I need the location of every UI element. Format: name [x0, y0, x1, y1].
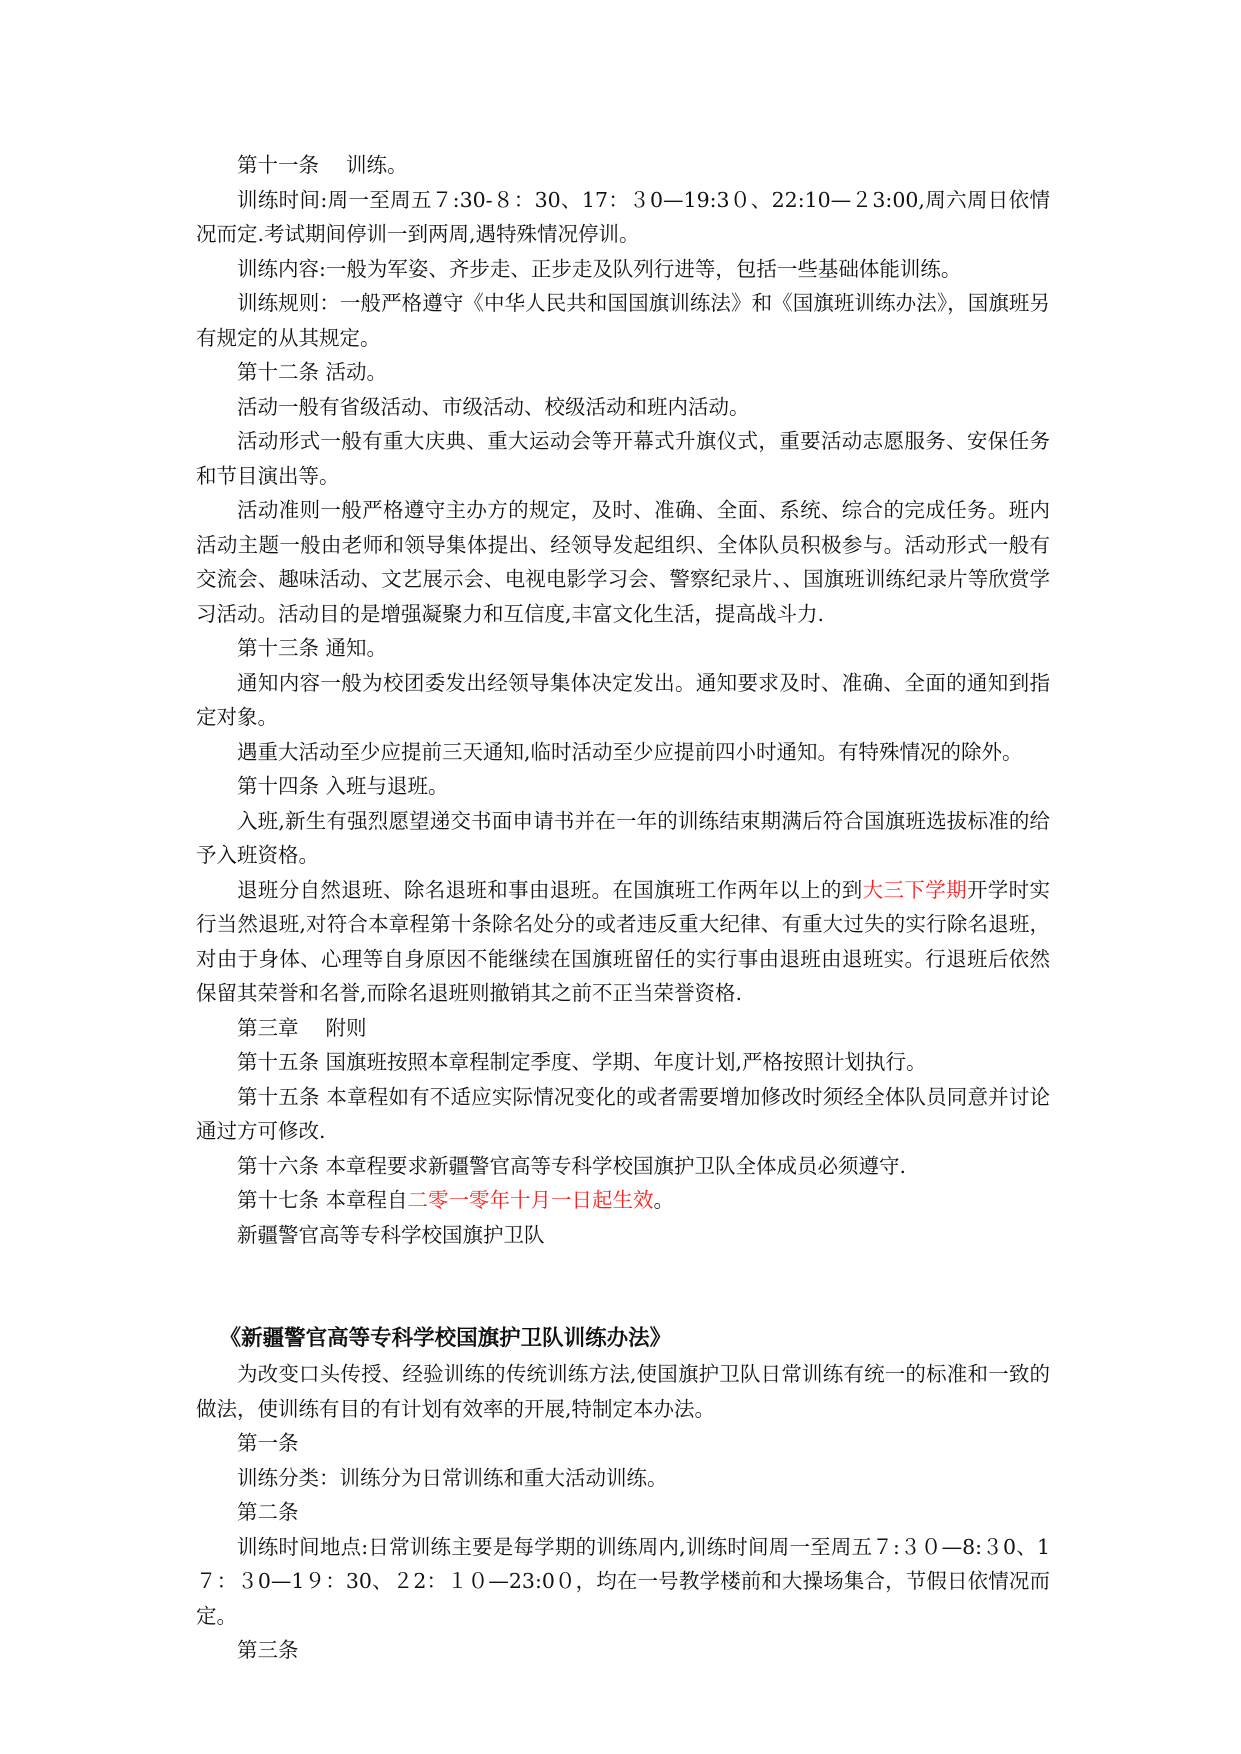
- article-17-end: 。: [653, 1188, 675, 1212]
- article-13-heading: 第十三条 通知。: [237, 636, 388, 660]
- article-2-heading: 第二条: [237, 1500, 299, 1524]
- article-17: [196, 1183, 1050, 1218]
- activity-principles-paragraph: 活动准则一般严格遵守主办方的规定，及时、准确、全面、系统、综合的完成任务。班内活动主题一般由老师和领导集体提出、经领导发起组织、全体队员积极参与。活动形式一般有交流会、趣味活动、文艺展示会、电视电影学习会、警察纪录片、、国旗班训练纪录片等欣赏学习活动。活动目的是增强凝聚力和互信度,丰富文化生活，提高战斗力.: [196, 498, 1050, 626]
- training-time-location-paragraph: 训练时间地点:日常训练主要是每学期的训练周内,训练时间周一至周五７:３０—8:３0、1７：３0—1９：30、２2：１０—23:0０，均在一号教学楼前和大操场集合，节假日依情况而定。: [196, 1534, 1050, 1628]
- highlight-effective-date: 二零一零年十月一日起生效: [407, 1188, 654, 1212]
- training-time-paragraph: 训练时间:周一至周五７:30-８：30、17：３0—19:3０、22:10—２3:00,周六周日依情况而定.考试期间停训一到两周,遇特殊情况停训。: [196, 187, 1050, 246]
- article-12-heading: 第十二条 活动。: [237, 360, 388, 384]
- article-15-amendment: 第十五条 本章程如有不适应实际情况变化的或者需要增加修改时须经全体队员同意并讨论通过方可修改.: [196, 1084, 1050, 1143]
- training-content-paragraph: 训练内容:一般为军姿、齐步走、正步走及队列行进等，包括一些基础体能训练。: [237, 256, 962, 281]
- article-3-heading: 第三条: [237, 1638, 299, 1662]
- article-14-heading: 第十四条 入班与退班。: [237, 774, 449, 798]
- chapter-3-heading: 第三章 附则: [237, 1015, 367, 1040]
- activity-forms-paragraph: 活动形式一般有重大庆典、重大运动会等开幕式升旗仪式，重要活动志愿服务、安保任务和节目演出等。: [196, 429, 1050, 488]
- highlight-semester: 大三下学期: [862, 877, 967, 902]
- signature-org: 新疆警官高等专科学校国旗护卫队: [237, 1222, 545, 1247]
- withdrawal-paragraph: [196, 873, 1050, 1011]
- activity-levels-paragraph: 活动一般有省级活动、市级活动、校级活动和班内活动。: [237, 394, 750, 419]
- article-15-plan: 第十五条 国旗班按照本章程制定季度、学期、年度计划,严格按照计划执行。: [237, 1050, 927, 1074]
- withdrawal-text-start: 退班分自然退班、除名退班和事由退班。在国旗班工作两年以上的到: [237, 877, 863, 902]
- notice-content-paragraph: 通知内容一般为校团委发出经领导集体决定发出。通知要求及时、准确、全面的通知到指定对象。: [196, 670, 1050, 729]
- document-body: [196, 148, 1050, 1668]
- article-1-heading: 第一条: [237, 1431, 299, 1455]
- training-categories-paragraph: 训练分类：训练分为日常训练和重大活动训练。: [237, 1465, 668, 1490]
- document-title: 《新疆警官高等专科学校国旗护卫队训练办法》: [219, 1326, 672, 1351]
- purpose-paragraph: 为改变口头传授、经验训练的传统训练方法,使国旗护卫队日常训练有统一的标准和一致的做法，使训练有目的有计划有效率的开展,特制定本办法。: [196, 1362, 1050, 1421]
- enrollment-paragraph: 入班,新生有强烈愿望递交书面申请书并在一年的训练结束期满后符合国旗班选拔标准的给予入班资格。: [196, 808, 1050, 867]
- withdrawal-text-end: 开学时实行当然退班,对符合本章程第十条除名处分的或者违反重大纪律、有重大过失的实行除名退班，对由于身体、心理等自身原因不能继续在国旗班留任的实行事由退班由退班实。行退班后依然保留其荣誉和名誉,而除名退班则撤销其之前不正当荣誉资格.: [196, 877, 1051, 1005]
- article-16: 第十六条 本章程要求新疆警官高等专科学校国旗护卫队全体成员必须遵守.: [237, 1153, 907, 1178]
- training-rules-paragraph: 训练规则：一般严格遵守《中华人民共和国国旗训练法》和《国旗班训练办法》，国旗班另有规定的从其规定。: [196, 291, 1050, 350]
- notice-timing-paragraph: 遇重大活动至少应提前三天通知,临时活动至少应提前四小时通知。有特殊情况的除外。: [237, 739, 1023, 764]
- section-spacer: [196, 1252, 1050, 1321]
- article-17-text: 第十七条 本章程自: [237, 1188, 408, 1212]
- article-11-heading: 第十一条 训练。: [237, 153, 408, 177]
